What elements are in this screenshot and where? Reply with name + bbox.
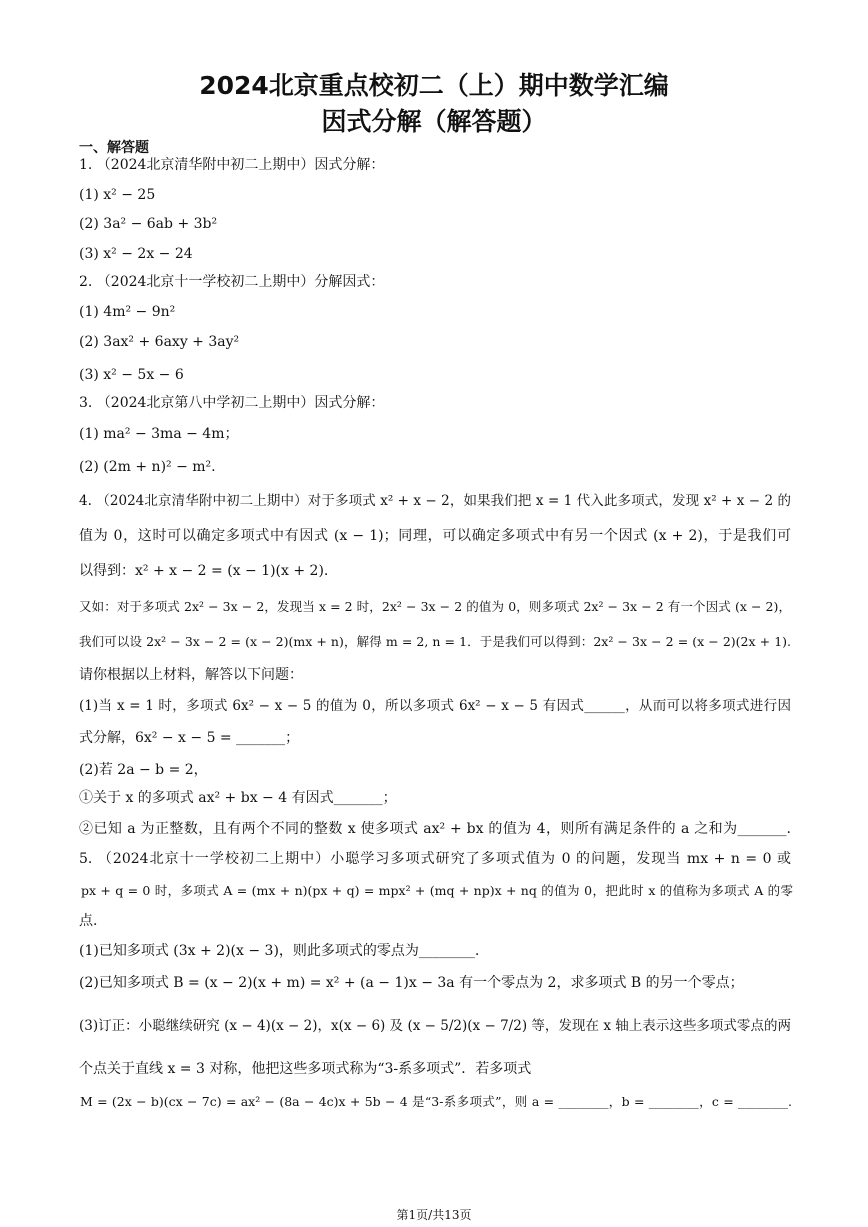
question-3-stem: 3. （2024北京第八中学初二上期中）因式分解： — [79, 395, 385, 411]
question-1-part-2: (2) 3a² − 6ab + 3b² — [79, 216, 218, 232]
question-5-part-3-line-1: (3)订正：小聪继续研究 (x − 4)(x − 2)，x(x − 6) 及 (x − 5/2)(x − 7/2) 等，发现在 x 轴上表示这些多项式零点的两 — [79, 1018, 791, 1034]
question-4-stem-line-3: 以得到：x² + x − 2 = (x − 1)(x + 2). — [79, 563, 329, 579]
question-3-part-1: (1) ma² − 3ma − 4m； — [79, 426, 239, 442]
question-5-stem-line-1: 5. （2024北京十一学校初二上期中）小聪学习多项式研究了多项式值为 0 的问题，发现当 mx + n = 0 或 — [79, 851, 791, 867]
question-5-stem-line-3: 点. — [79, 913, 98, 929]
question-4-stem-line-1: 4. （2024北京清华附中初二上期中）对于多项式 x² + x − 2，如果我们把 x = 1 代入此多项式，发现 x² + x − 2 的 — [79, 493, 791, 509]
question-2-stem: 2. （2024北京十一学校初二上期中）分解因式： — [79, 274, 385, 290]
question-1-part-3: (3) x² − 2x − 24 — [79, 246, 193, 262]
question-4-instruction: 请你根据以上材料，解答以下问题： — [79, 667, 303, 683]
page-footer: 第1页/共13页 — [396, 1208, 472, 1222]
section-heading: 一、解答题 — [79, 140, 149, 156]
question-4-part-2: (2)若 2a − b = 2， — [79, 762, 208, 778]
question-5-part-2: (2)已知多项式 B = (x − 2)(x + m) = x² + (a − 1)x − 3a 有一个零点为 2，求多项式 B 的另一个零点； — [79, 975, 744, 991]
question-4-part-1-line-1: (1)当 x = 1 时，多项式 6x² − x − 5 的值为 0，所以多项式 6x² − x − 5 有因式______，从而可以将多项式进行因 — [79, 698, 791, 714]
question-4-example-line-2: 我们可以设 2x² − 3x − 2 = (x − 2)(mx + n)，解得 m = 2, n = 1．于是我们可以得到：2x² − 3x − 2 = (x − 2)(2x + 1). — [79, 634, 791, 649]
question-4-example-line-1: 又如：对于多项式 2x² − 3x − 2，发现当 x = 2 时，2x² − 3x − 2 的值为 0，则多项式 2x² − 3x − 2 有一个因式 (x − 2)， — [79, 599, 791, 614]
question-4-part-1-line-2: 式分解，6x² − x − 5 = _______； — [79, 730, 300, 746]
question-1-stem: 1. （2024北京清华附中初二上期中）因式分解： — [79, 157, 385, 173]
question-5-part-1: (1)已知多项式 (3x + 2)(x − 3)，则此多项式的零点为________. — [79, 943, 480, 959]
document-title: 2024北京重点校初二（上）期中数学汇编 — [199, 71, 669, 100]
question-4-part-2-sub-1: ①关于 x 的多项式 ax² + bx − 4 有因式_______； — [79, 790, 397, 806]
question-2-part-2: (2) 3ax² + 6axy + 3ay² — [79, 334, 240, 350]
question-2-part-1: (1) 4m² − 9n² — [79, 304, 176, 320]
question-5-part-3-line-2: 个点关于直线 x = 3 对称，他把这些多项式称为“3-系多项式”．若多项式 — [79, 1061, 532, 1077]
question-5-part-3-line-3: M = (2x − b)(cx − 7c) = ax² − (8a − 4c)x + 5b − 4 是“3-系多项式”，则 a = ________，b = ________，c = ________. — [80, 1094, 792, 1109]
document-subtitle: 因式分解（解答题） — [321, 107, 547, 136]
question-4-part-2-sub-2: ②已知 a 为正整数，且有两个不同的整数 x 使多项式 ax² + bx 的值为 4，则所有满足条件的 a 之和为_______. — [79, 821, 791, 837]
question-2-part-3: (3) x² − 5x − 6 — [79, 367, 184, 383]
question-5-stem-line-2: px + q = 0 时，多项式 A = (mx + n)(px + q) = mpx² + (mq + np)x + nq 的值为 0，把此时 x 的值称为多项式 A 的零 — [81, 883, 793, 898]
question-3-part-2: (2) (2m + n)² − m². — [79, 459, 216, 475]
question-4-stem-line-2: 值为 0，这时可以确定多项式中有因式 (x − 1)；同理，可以确定多项式中有另一个因式 (x + 2)，于是我们可 — [79, 528, 791, 544]
question-1-part-1: (1) x² − 25 — [79, 187, 156, 203]
